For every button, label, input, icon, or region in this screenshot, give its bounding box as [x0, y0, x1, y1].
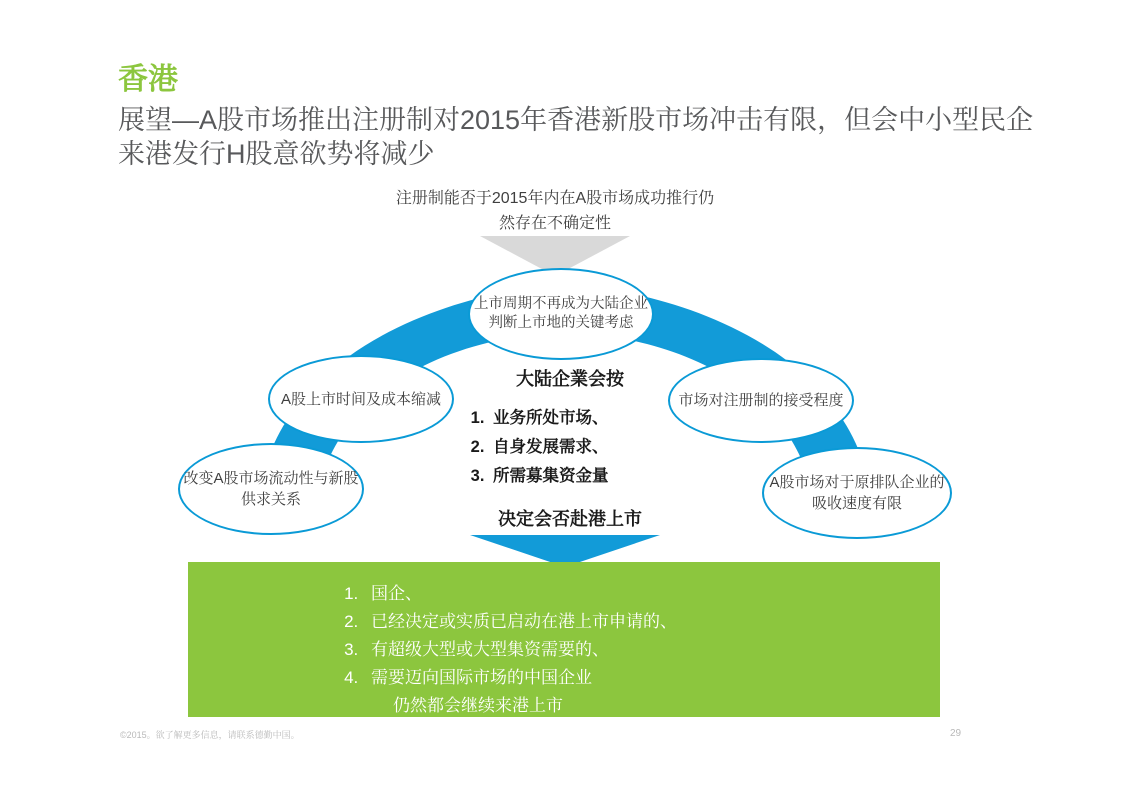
bubble-absorption-speed	[762, 447, 952, 539]
bubble-right-upper-label: 市场对注册制的接受程度	[678, 392, 844, 409]
center-criteria-list	[455, 404, 685, 491]
page-title: 香港	[118, 63, 178, 96]
bubble-listing-cycle	[468, 268, 654, 360]
center-footer: 决定会否赴港上市	[498, 509, 642, 529]
list-item: 2. 自身发展需求、	[489, 433, 685, 462]
page-subtitle: 展望—A股市场推出注册制对2015年香港新股市场冲击有限，但会中小型民企来港发行H股意欲势将减少	[118, 105, 1034, 169]
list-item: 1. 业务所处市场、	[489, 404, 685, 433]
bubble-top-label: 上市周期不再成为大陆企业判断上市地的关键考虑	[474, 296, 648, 331]
list-item: 3. 有超级大型或大型集资需要的、	[363, 636, 940, 664]
footer-page-number: 29	[950, 728, 962, 739]
footer-copyright: ©2015。欲了解更多信息，请联系德勤中国。	[120, 730, 300, 740]
list-item: 3. 所需募集资金量	[489, 462, 685, 491]
list-item: 4. 需要迈向国际市场的中国企业	[363, 664, 940, 692]
bubble-left-upper-label: A股上市时间及成本缩减	[280, 390, 441, 408]
list-item: 2. 已经决定或实质已启动在港上市申请的、	[363, 608, 940, 636]
conclusion-list	[188, 562, 940, 692]
bubble-left-lower-label: 改变A股市场流动性与新股供求关系	[183, 470, 359, 508]
conclusion-green-box	[188, 562, 940, 717]
bubble-market-acceptance	[668, 358, 854, 443]
list-item: 1. 国企、	[363, 580, 940, 608]
conclusion-tail: 仍然都会继续来港上市	[393, 696, 563, 715]
bubble-a-share-time-cost	[268, 355, 454, 443]
center-heading: 大陆企業会按	[516, 369, 624, 389]
bubble-liquidity-supply-demand	[178, 443, 364, 535]
top-caption: 注册制能否于2015年内在A股市场成功推行仍然存在不确定性	[395, 190, 715, 232]
center-decision-block	[455, 365, 685, 531]
bubble-right-lower-label: A股市场对于原排队企业的吸收速度有限	[769, 474, 945, 512]
